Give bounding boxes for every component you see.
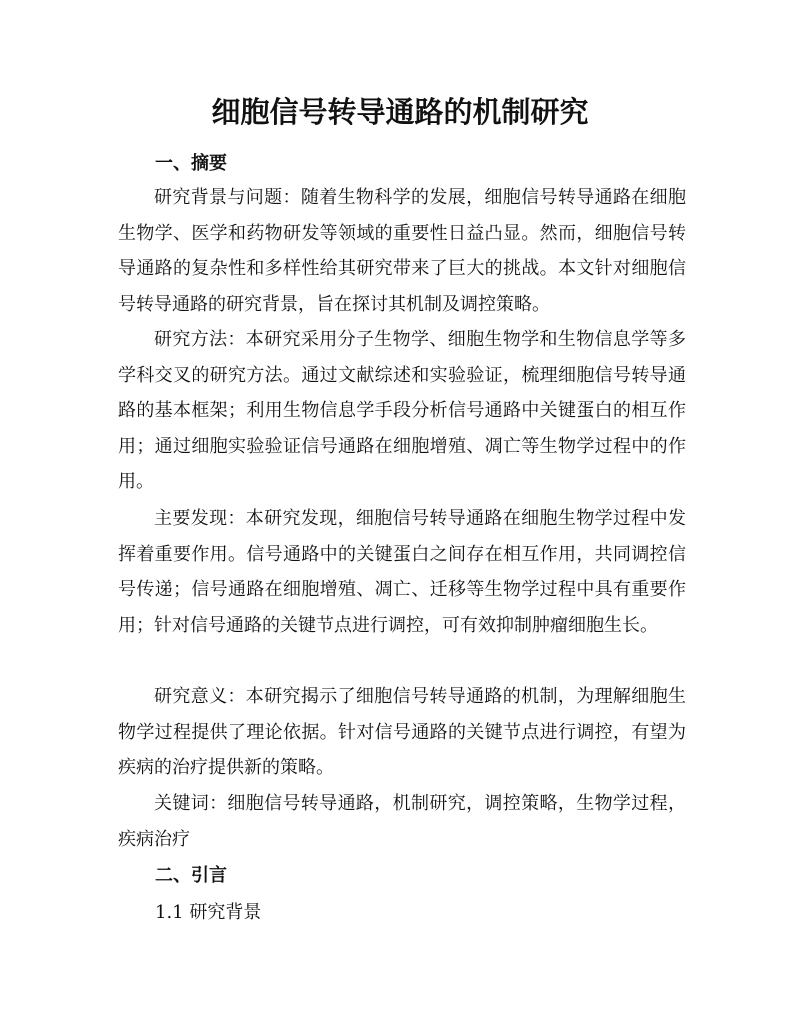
introduction-heading: 二、引言 [155, 865, 227, 886]
paragraph-background: 研究背景与问题：随着生物科学的发展，细胞信号转导通路在细胞生物学、医学和药物研发等领域的重要性日益凸显。然而，细胞信号转导通路的复杂性和多样性给其研究带来了巨大的挑战。本文针对细胞信号转导通路的研究背景，旨在探讨其机制及调控策略。 [118, 187, 686, 315]
abstract-heading: 一、摘要 [155, 153, 227, 174]
subsection-heading-research-background: 1.1 研究背景 [155, 902, 262, 923]
paragraph-keywords: 关键词：细胞信号转导通路，机制研究，调控策略，生物学过程，疾病治疗 [118, 793, 686, 850]
paragraph-findings: 主要发现：本研究发现，细胞信号转导通路在细胞生物学过程中发挥着重要作用。信号通路中的关键蛋白之间存在相互作用，共同调控信号传递；信号通路在细胞增殖、凋亡、迁移等生物学过程中具有重要作用；针对信号通路的关键节点进行调控，可有效抑制肿瘤细胞生长。 [118, 508, 686, 636]
document-title: 细胞信号转导通路的机制研究 [211, 95, 589, 129]
paragraph-significance: 研究意义：本研究揭示了细胞信号转导通路的机制，为理解细胞生物学过程提供了理论依据。针对信号通路的关键节点进行调控，有望为疾病的治疗提供新的策略。 [118, 686, 686, 778]
paragraph-methods: 研究方法：本研究采用分子生物学、细胞生物学和生物信息学等多学科交叉的研究方法。通过文献综述和实验验证，梳理细胞信号转导通路的基本框架；利用生物信息学手段分析信号通路中关键蛋白的相互作用；通过细胞实验验证信号通路在细胞增殖、凋亡等生物学过程中的作用。 [118, 329, 686, 492]
